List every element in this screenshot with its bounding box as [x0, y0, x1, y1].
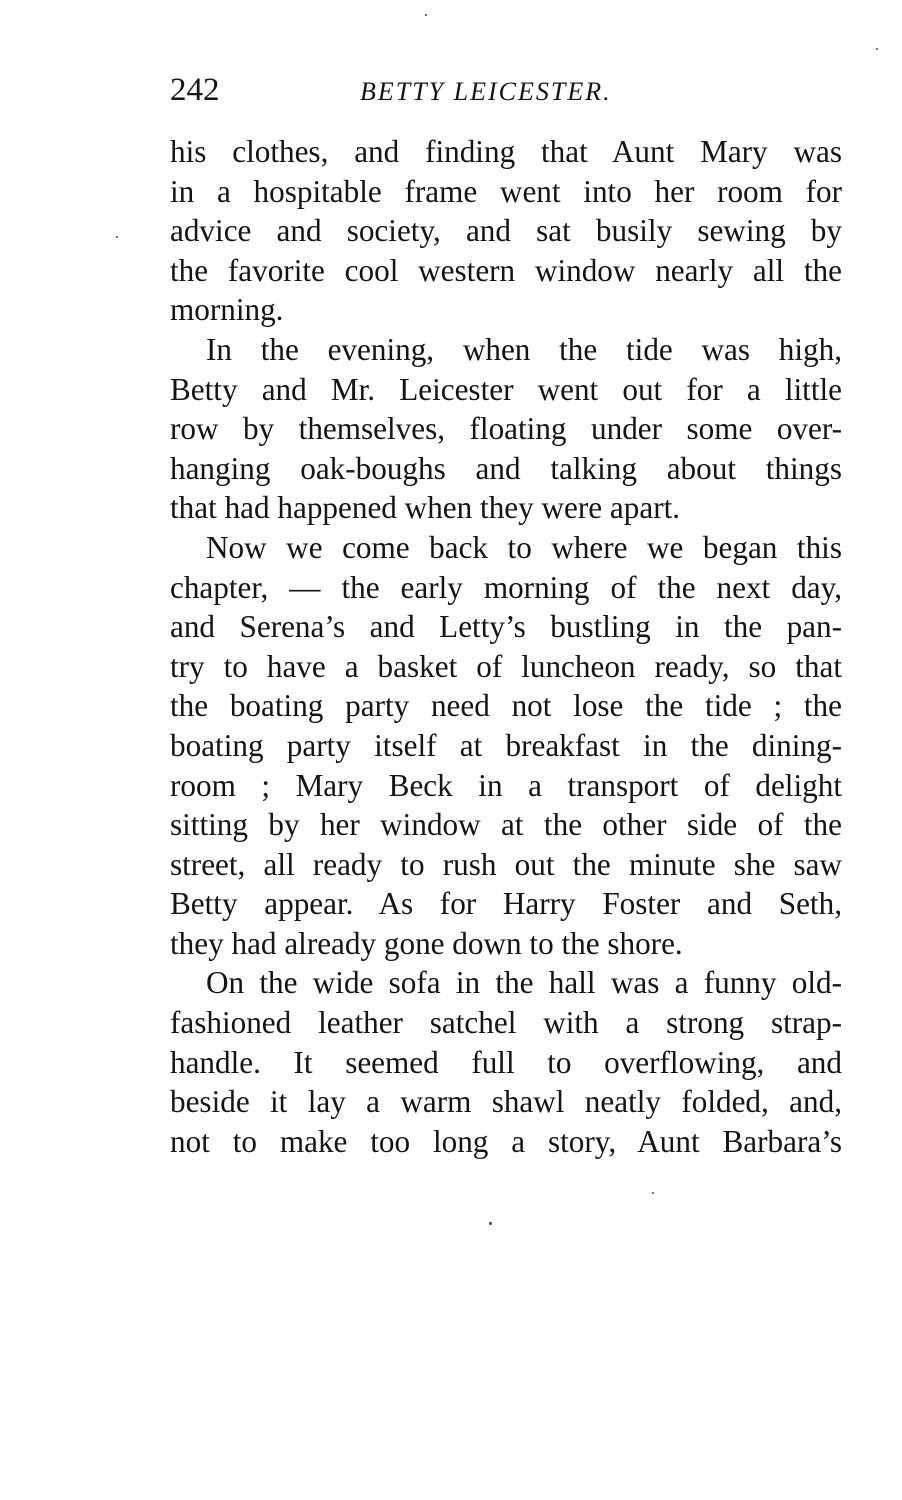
text-line: try to have a basket of luncheon ready, so that	[170, 648, 842, 684]
text-line: Betty and Mr. Leicester went out for a little	[170, 371, 842, 407]
page-number: 242	[170, 72, 220, 108]
text-line: morning.	[170, 292, 284, 328]
text-line: they had already gone down to the shore.	[170, 925, 683, 961]
text-line: his clothes, and finding that Aunt Mary was	[170, 134, 842, 169]
text-line: the boating party need not lose the tide ; the	[170, 688, 842, 724]
text-line: row by themselves, floating under some over-	[170, 411, 842, 447]
text-line: advice and society, and sat busily sewing by	[170, 213, 842, 249]
text-line: sitting by her window at the other side of the	[170, 807, 842, 843]
scan-speck	[876, 48, 878, 50]
paragraph-4	[170, 963, 842, 1161]
text-line: street, all ready to rush out the minute she saw	[170, 846, 842, 882]
text-line: and Serena’s and Letty’s bustling in the pan-	[170, 609, 842, 645]
scan-speck	[116, 236, 118, 238]
paragraph-2	[170, 330, 842, 528]
text-line: not to make too long a story, Aunt Barbara’s	[170, 1123, 842, 1159]
running-title: BETTY LEICESTER.	[360, 77, 612, 106]
text-line: in a hospitable frame went into her room for	[170, 173, 842, 209]
text-line: hanging oak-boughs and talking about things	[170, 450, 842, 486]
text-line: fashioned leather satchel with a strong strap-	[170, 1005, 842, 1041]
text-line: beside it lay a warm shawl neatly folded, and,	[170, 1084, 842, 1120]
scan-speck	[652, 1192, 654, 1194]
text-line: chapter, — the early morning of the next day,	[170, 569, 842, 605]
text-line: handle. It seemed full to overflowing, and	[170, 1044, 842, 1080]
scan-speck	[489, 1222, 492, 1225]
text-line: boating party itself at breakfast in the dining-	[170, 727, 842, 763]
text-line: that had happened when they were apart.	[170, 490, 681, 526]
text-line: On the wide sofa in the hall was a funny old-	[206, 965, 842, 1001]
page-header	[170, 70, 842, 114]
body-text	[170, 132, 842, 1161]
text-line: In the evening, when the tide was high,	[206, 331, 842, 367]
paragraph-3	[170, 528, 842, 964]
text-line: Betty appear. As for Harry Foster and Seth,	[170, 886, 842, 922]
text-line: Now we come back to where we began this	[206, 529, 842, 565]
text-line: the favorite cool western window nearly all the	[170, 252, 842, 288]
scan-speck	[425, 14, 427, 16]
text-line: room ; Mary Beck in a transport of delight	[170, 767, 842, 803]
paragraph-1	[170, 132, 842, 330]
